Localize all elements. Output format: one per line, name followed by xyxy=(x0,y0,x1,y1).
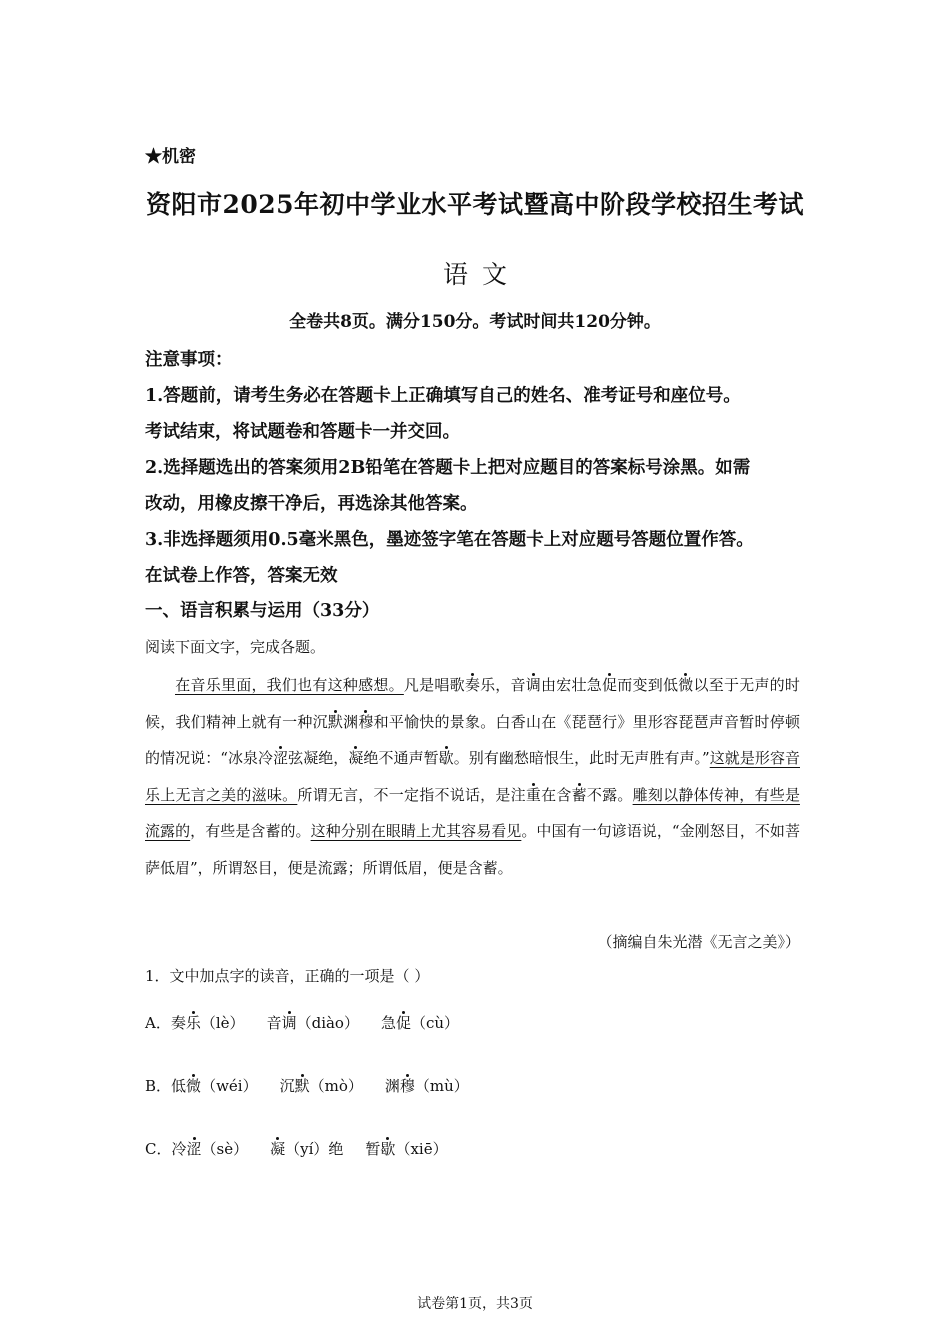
notes-block xyxy=(145,342,810,594)
dotted-char: 促 xyxy=(395,1014,411,1032)
dotted-char: 歇 xyxy=(438,749,454,767)
dotted-char: 默 xyxy=(327,712,344,731)
confidential-label: ★机密 xyxy=(145,147,196,167)
dotted-char: 蓄 xyxy=(571,785,587,804)
section-instruction: 阅读下面文字，完成各题。 xyxy=(145,638,326,656)
subject-title: 语文 xyxy=(442,260,521,289)
notes-line: 2.选择题选出的答案须用2B铅笔在答题卡上把对应题目的答案标号涂黑。如需 xyxy=(145,458,751,478)
dotted-char: 默 xyxy=(294,1077,310,1095)
notes-line: 考试结束，将试题卷和答题卡一并交回。 xyxy=(145,422,460,442)
option-b: B．低微（wéi） 沉默（mò） 渊穆（mù） xyxy=(145,1077,469,1095)
notes-line: 1.答题前，请考生务必在答题卡上正确填写自己的姓名、准考证号和座位号。 xyxy=(145,386,741,406)
dotted-char: 微 xyxy=(186,1077,202,1095)
dotted-char: 涩 xyxy=(186,1140,202,1158)
exam-title: 资阳市2025年初中学业水平考试暨高中阶段学校招生考试 xyxy=(145,190,805,219)
dotted-char: 调 xyxy=(281,1014,297,1032)
option-c: C．冷涩（sè） 凝（yí）绝 暂歇（xiē） xyxy=(145,1140,448,1158)
dotted-char: 促 xyxy=(602,676,618,694)
question-stem: 1．文中加点字的读音，正确的一项是（ ） xyxy=(145,967,430,985)
dotted-char: 调 xyxy=(525,676,542,694)
dotted-char: 重 xyxy=(525,785,542,804)
notes-line: 在试卷上作答，答案无效 xyxy=(145,566,338,586)
dotted-char: 穆 xyxy=(358,712,374,731)
dotted-char: 乐 xyxy=(185,1014,201,1032)
dotted-char: 涩 xyxy=(273,749,289,767)
exam-info: 全卷共8页。满分150分。考试时间共120分钟。 xyxy=(289,312,661,332)
reading-passage: 在音乐里面，我们也有这种感想。凡是唱歌奏乐，音调由宏壮急促而变到低微以至于无声的时候，我们精神上就有一种沉默渊穆和平愉快的景象。白香山在《琵琶行》里形容琵琶声音暂时停顿的情况说：“冰泉冷涩弦凝绝，凝绝不通声暂歇。别有幽愁暗恨生，此时无声胜有声。”这就是形容音乐上无言之美的滋味。所谓无言，不一定指不说话，是注重在含蓄不露。雕刻以静体传神，有些是流露的，有些是含蓄的。这种分别在眼睛上尤其容易看见。中国有一句谚语说，“金刚怒目，不如菩萨低眉”，所谓怒目，便是流露；所谓低眉，便是含蓄。 xyxy=(145,676,800,877)
underlined-sentence: 这种分别在眼睛上尤其容易看见 xyxy=(310,822,522,840)
underlined-sentence: 这就是形容音乐上无言之美的滋味。 xyxy=(145,749,800,804)
underlined-sentence: 在音乐里面，我们也有这种感想。 xyxy=(175,676,404,694)
dotted-char: 微 xyxy=(678,676,694,694)
section-title: 一、语言积累与运用（33分） xyxy=(145,601,380,621)
dotted-char: 奏 xyxy=(464,676,481,694)
dotted-char: 凝 xyxy=(270,1140,286,1158)
notes-line: 3.非选择题须用0.5毫米黑色，墨迹签字笔在答题卡上对应题号答题位置作答。 xyxy=(145,530,754,550)
passage-source: （摘编自朱光潜《无言之美》） xyxy=(597,933,800,951)
dotted-char: 穆 xyxy=(399,1077,415,1095)
notes-heading: 注意事项： xyxy=(145,350,233,370)
dotted-char: 凝 xyxy=(348,749,364,767)
notes-line: 改动，用橡皮擦干净后，再选涂其他答案。 xyxy=(145,494,478,514)
option-a: A．奏乐（lè） 音调（diào） 急促（cù） xyxy=(145,1014,460,1032)
dotted-char: 歇 xyxy=(380,1140,396,1158)
page-footer: 试卷第1页，共3页 xyxy=(417,1296,533,1312)
underlined-sentence: 雕刻以静体传神，有些是流露的 xyxy=(145,785,800,840)
